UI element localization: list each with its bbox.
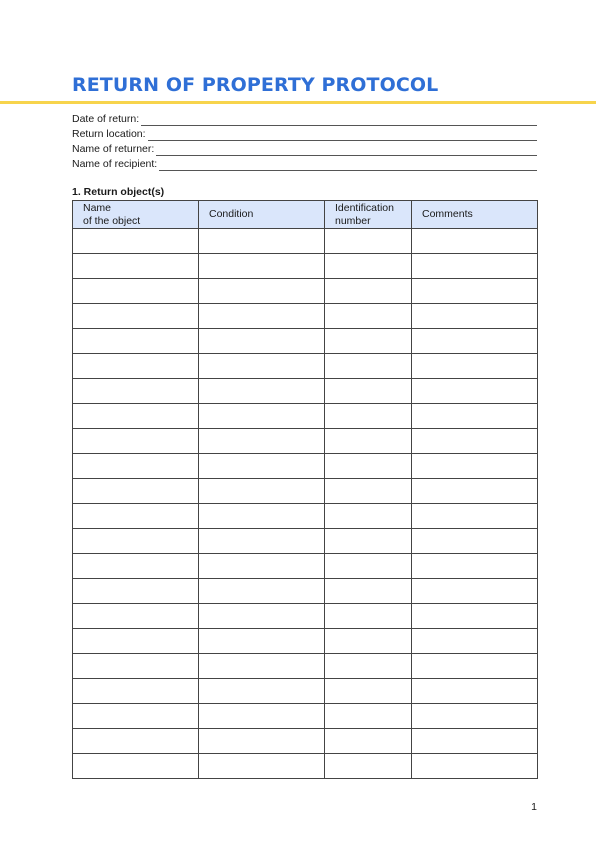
field-name-of-returner [72, 141, 537, 156]
table-cell[interactable] [199, 304, 325, 329]
table-cell[interactable] [73, 679, 199, 704]
table-cell[interactable] [73, 354, 199, 379]
column-header-comments [412, 201, 538, 229]
table-row [73, 554, 538, 579]
return-objects-table [72, 200, 538, 779]
table-cell[interactable] [325, 279, 412, 304]
table-cell[interactable] [199, 329, 325, 354]
table-row [73, 729, 538, 754]
table-cell[interactable] [325, 729, 412, 754]
table-cell[interactable] [412, 729, 538, 754]
field-label: Date of return: [72, 113, 140, 125]
table-row [73, 329, 538, 354]
table-cell[interactable] [412, 454, 538, 479]
table-cell[interactable] [325, 479, 412, 504]
table-cell[interactable] [73, 379, 199, 404]
table-cell[interactable] [412, 579, 538, 604]
table-cell[interactable] [412, 629, 538, 654]
table-cell[interactable] [412, 254, 538, 279]
table-cell[interactable] [199, 704, 325, 729]
table-cell[interactable] [73, 254, 199, 279]
table-cell[interactable] [73, 229, 199, 254]
table-cell[interactable] [412, 529, 538, 554]
table-cell[interactable] [412, 354, 538, 379]
table-cell[interactable] [199, 379, 325, 404]
table-cell[interactable] [325, 654, 412, 679]
table-row [73, 279, 538, 304]
table-cell[interactable] [199, 454, 325, 479]
table-cell[interactable] [73, 454, 199, 479]
table-cell[interactable] [73, 479, 199, 504]
table-row [73, 429, 538, 454]
table-cell[interactable] [73, 729, 199, 754]
table-row [73, 754, 538, 779]
table-cell[interactable] [199, 479, 325, 504]
title-underline-rule [0, 101, 596, 104]
table-cell[interactable] [412, 329, 538, 354]
table-row [73, 504, 538, 529]
table-cell[interactable] [73, 404, 199, 429]
header-fields [72, 111, 537, 171]
table-row [73, 454, 538, 479]
table-row [73, 254, 538, 279]
table-cell[interactable] [199, 254, 325, 279]
table-cell[interactable] [325, 604, 412, 629]
table-cell[interactable] [325, 529, 412, 554]
page-number: 1 [531, 801, 537, 813]
column-header-label: Identification number [335, 201, 394, 227]
table-row [73, 579, 538, 604]
table-row [73, 704, 538, 729]
table-row [73, 604, 538, 629]
table-cell[interactable] [73, 329, 199, 354]
section-heading: 1. Return object(s) [72, 186, 165, 198]
table-cell[interactable] [412, 304, 538, 329]
table-cell[interactable] [325, 229, 412, 254]
table-cell[interactable] [73, 754, 199, 779]
table-cell[interactable] [199, 654, 325, 679]
table-cell[interactable] [412, 504, 538, 529]
table-cell[interactable] [199, 354, 325, 379]
table-cell[interactable] [199, 279, 325, 304]
table-cell[interactable] [199, 579, 325, 604]
table-cell[interactable] [412, 429, 538, 454]
table-cell[interactable] [412, 379, 538, 404]
table-cell[interactable] [199, 404, 325, 429]
table-cell[interactable] [73, 279, 199, 304]
table-cell[interactable] [325, 629, 412, 654]
table-row [73, 679, 538, 704]
table-body [73, 229, 538, 779]
field-label: Name of returner: [72, 143, 155, 155]
table-cell[interactable] [73, 604, 199, 629]
table-cell[interactable] [199, 229, 325, 254]
table-cell[interactable] [412, 704, 538, 729]
table-cell[interactable] [199, 429, 325, 454]
field-label: Name of recipient: [72, 158, 158, 170]
page-title: RETURN OF PROPERTY PROTOCOL [72, 74, 439, 96]
table-cell[interactable] [199, 554, 325, 579]
table-cell[interactable] [199, 529, 325, 554]
table-cell[interactable] [199, 754, 325, 779]
column-header-label: Comments [422, 208, 473, 220]
field-label: Return location: [72, 128, 146, 140]
table-cell[interactable] [412, 279, 538, 304]
table-cell[interactable] [73, 504, 199, 529]
table-cell[interactable] [325, 554, 412, 579]
table-cell[interactable] [325, 504, 412, 529]
table-row [73, 354, 538, 379]
table-cell[interactable] [412, 654, 538, 679]
date-of-return-line[interactable] [141, 114, 537, 126]
table-cell[interactable] [412, 404, 538, 429]
table-cell[interactable] [325, 329, 412, 354]
table-cell[interactable] [73, 579, 199, 604]
table-cell[interactable] [325, 404, 412, 429]
table-row [73, 654, 538, 679]
table-cell[interactable] [412, 604, 538, 629]
table-cell[interactable] [73, 429, 199, 454]
table-cell[interactable] [73, 554, 199, 579]
field-date-of-return [72, 111, 537, 126]
table-cell[interactable] [73, 304, 199, 329]
table-cell[interactable] [325, 704, 412, 729]
table-cell[interactable] [412, 479, 538, 504]
table-row [73, 529, 538, 554]
table-cell[interactable] [73, 654, 199, 679]
return-location-line[interactable] [148, 129, 537, 141]
table-header-row [73, 201, 538, 229]
table-row [73, 304, 538, 329]
column-header-identification-number [325, 201, 412, 229]
field-return-location [72, 126, 537, 141]
column-header-condition [199, 201, 325, 229]
table-row [73, 629, 538, 654]
table-cell[interactable] [412, 679, 538, 704]
table-cell[interactable] [199, 629, 325, 654]
table-cell[interactable] [412, 554, 538, 579]
table-cell[interactable] [325, 254, 412, 279]
table-cell[interactable] [325, 304, 412, 329]
table-cell[interactable] [73, 704, 199, 729]
table-cell[interactable] [325, 579, 412, 604]
table-cell[interactable] [199, 679, 325, 704]
table-cell[interactable] [325, 429, 412, 454]
table-cell[interactable] [412, 754, 538, 779]
table-cell[interactable] [325, 354, 412, 379]
table-cell[interactable] [73, 529, 199, 554]
column-header-label: Name of the object [83, 201, 141, 227]
table-cell[interactable] [325, 679, 412, 704]
table-row [73, 479, 538, 504]
table-cell[interactable] [412, 229, 538, 254]
table-cell[interactable] [325, 754, 412, 779]
table-row [73, 379, 538, 404]
name-of-returner-line[interactable] [156, 144, 537, 156]
table-cell[interactable] [199, 504, 325, 529]
table-cell[interactable] [199, 604, 325, 629]
table-cell[interactable] [199, 729, 325, 754]
table-cell[interactable] [325, 454, 412, 479]
field-name-of-recipient [72, 156, 537, 171]
table-row [73, 404, 538, 429]
column-header-label: Condition [209, 208, 254, 220]
column-header-name [73, 201, 199, 229]
table-cell[interactable] [325, 379, 412, 404]
table-cell[interactable] [73, 629, 199, 654]
name-of-recipient-line[interactable] [159, 159, 537, 171]
table-row [73, 229, 538, 254]
